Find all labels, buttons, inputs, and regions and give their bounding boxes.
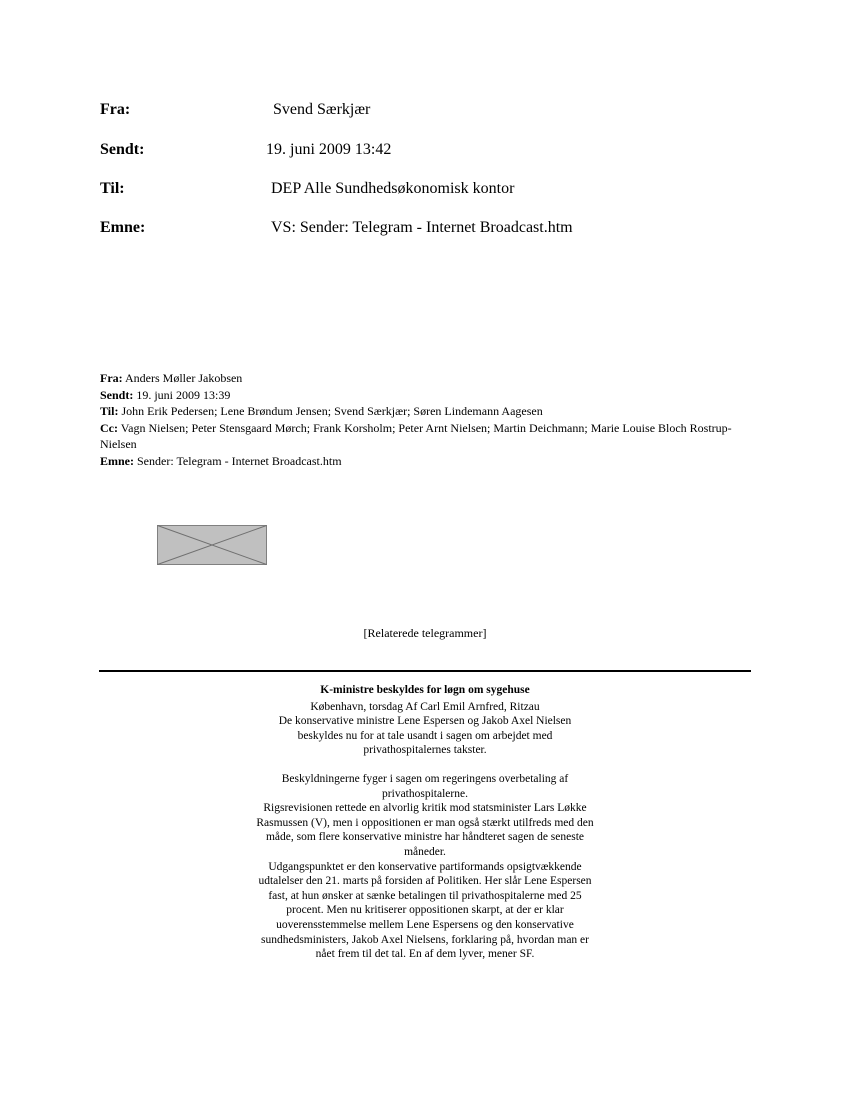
original-cc xyxy=(100,420,760,453)
original-sent-label: Sendt: xyxy=(100,387,134,402)
original-subject-value: Sender: Telegram - Internet Broadcast.htm xyxy=(137,453,342,468)
original-from-label: Fra: xyxy=(100,371,123,385)
forward-from-value: Svend Særkjær xyxy=(273,101,371,118)
original-from xyxy=(100,370,760,387)
forward-to-value: DEP Alle Sundhedsøkonomisk kontor xyxy=(271,180,515,197)
original-subject xyxy=(100,453,760,470)
article-title: K-ministre beskyldes for løgn om sygehuse xyxy=(320,684,530,696)
original-subject-label: Emne: xyxy=(100,453,134,468)
paragraph-spacer xyxy=(255,758,595,772)
article-paragraph: Beskyldningerne fyger i sagen om regeringens overbetaling af privathospitalerne. xyxy=(281,772,569,800)
original-from-value: Anders Møller Jakobsen xyxy=(125,371,243,385)
forward-to-label: Til: xyxy=(100,180,125,197)
original-header xyxy=(100,370,760,469)
forward-from-label: Fra: xyxy=(100,101,131,118)
article-byline: København, torsdag Af Carl Emil Arnfred, Ritzau xyxy=(310,700,540,713)
original-sent xyxy=(100,387,760,404)
original-cc-label: Cc: xyxy=(100,420,118,435)
divider xyxy=(99,670,751,672)
forward-subject-label: Emne: xyxy=(100,219,146,236)
article-paragraph: Rigsrevisionen rettede en alvorlig kritik mod statsminister Lars Løkke Rasmussen (V), men i oppositionen er man også stærkt utilfreds med den måde, som flere konservative ministre har håndteret sagen de seneste måneder. xyxy=(256,802,594,858)
original-to xyxy=(100,403,760,420)
related-telegrams-link[interactable]: [Relaterede telegrammer] xyxy=(363,626,487,640)
article-lead: De konservative ministre Lene Espersen og Jakob Axel Nielsen beskyldes nu for at tale usandt i sagen om arbejdet med privathospitalernes takster. xyxy=(278,715,572,757)
original-cc-value: Vagn Nielsen; Peter Stensgaard Mørch; Frank Korsholm; Peter Arnt Nielsen; Martin Deichmann; Marie Louise Bloch Rostrup-Nielsen xyxy=(100,420,732,451)
forward-sent-label: Sendt: xyxy=(100,141,145,158)
original-sent-value: 19. juni 2009 13:39 xyxy=(136,387,231,402)
original-to-value: John Erik Pedersen; Lene Brøndum Jensen; Svend Særkjær; Søren Lindemann Aagesen xyxy=(121,404,543,418)
broken-image-icon xyxy=(157,525,267,565)
forward-subject-value: VS: Sender: Telegram - Internet Broadcast.htm xyxy=(271,219,573,236)
forward-sent-value: 19. juni 2009 13:42 xyxy=(266,141,392,158)
article xyxy=(255,683,595,962)
original-to-label: Til: xyxy=(100,404,119,418)
article-paragraph: Udgangspunktet er den konservative partiformands opsigtvækkende udtalelser den 21. marts på forsiden af Politiken. Her slår Lene Espersen fast, at hun ønsker at sænke betalingen til privathospitalerne med 25 procent. Men nu kritiserer oppositionen skarpt, at der er klar uoverensstemmelse mellem Lene Espersens og den konservative sundhedsministers, Jakob Axel Nielsens, forklaring på, hvordan man er nået frem til det tal. En af dem lyver, mener SF. xyxy=(258,860,592,961)
